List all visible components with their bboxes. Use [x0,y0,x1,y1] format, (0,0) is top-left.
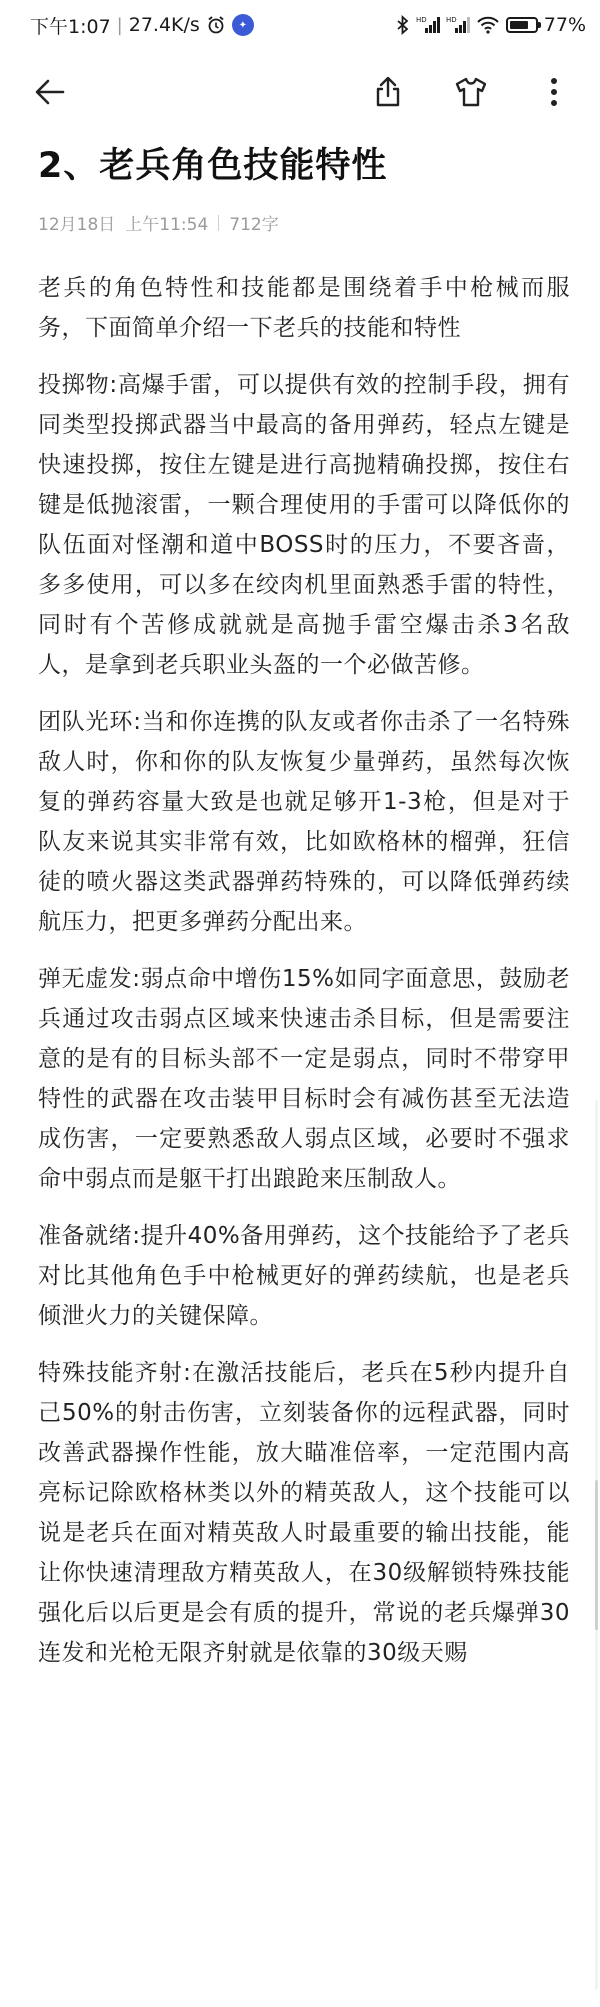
note-time: 上午11:54 [125,215,209,235]
share-button[interactable] [366,70,410,114]
status-time: 下午1:07 [30,15,111,38]
app-notification-icon: ✦ [232,14,254,36]
paragraph-weakspot[interactable]: 弹无虚发:弱点命中增伤15%如同字面意思，鼓励老兵通过攻击弱点区域来快速击杀目标，但是需要注意的是有的目标头部不一定是弱点，同时不带穿甲特性的武器在攻击装甲目标时会有减伤甚至无法造成伤害，一定要熟悉敌人弱点区域，必要时不强求命中弱点而是躯干打出踉跄来压制敌人。 [38,966,570,1192]
note-title[interactable]: 2、老兵角色技能特性 [38,146,388,186]
scrollbar-thumb[interactable] [595,1480,598,1630]
note-toolbar [0,62,600,122]
paragraph-ready[interactable]: 准备就绪:提升40%备用弹药，这个技能给予了老兵对比其他角色手中枪械更好的弹药续航，也是老兵倾泄火力的关键保障。 [38,1223,570,1329]
network-speed: 27.4K/s [128,14,200,36]
scrollbar[interactable] [595,1100,598,1990]
meta-divider [218,215,219,231]
note-word-count: 712字 [229,215,279,235]
network-type-1: HD [415,16,427,24]
bluetooth-icon [396,15,410,35]
battery-level [510,21,528,29]
more-vertical-icon [549,77,559,107]
status-bar [0,0,600,50]
note-body[interactable] [38,268,570,1690]
shirt-icon [454,77,488,107]
alarm-clock-icon [206,15,226,35]
share-icon [373,76,403,108]
note-date: 12月18日 [38,215,116,235]
battery-percent: 77% [543,14,586,36]
theme-button[interactable] [449,70,493,114]
signal-1-icon [416,15,440,35]
wifi-icon [476,15,500,35]
signal-2-icon [446,15,470,35]
paragraph-team-aura[interactable]: 团队光环:当和你连携的队友或者你击杀了一名特殊敌人时，你和你的队友恢复少量弹药，虽然每次恢复的弹药容量大致是也就足够开1-3枪，但是对于队友来说其实非常有效，比如欧格林的榴弹，狂信徒的喷火器这类武器弹药特殊的，可以降低弹药续航压力，把更多弹药分配出来。 [38,709,570,935]
paragraph-volley[interactable]: 特殊技能齐射:在激活技能后，老兵在5秒内提升自己50%的射击伤害，立刻装备你的远程武器，同时改善武器操作性能，放大瞄准倍率，一定范围内高亮标记除欧格林类以外的精英敌人，这个技能可以说是老兵在面对精英敌人时最重要的输出技能，能让你快速清理敌方精英敌人，在30级解锁特殊技能强化后以后更是会有质的提升，常说的老兵爆弹30连发和光枪无限齐射就是依靠的30级天赐 [38,1360,570,1666]
more-button[interactable] [532,70,576,114]
status-left [30,12,254,39]
status-right [396,14,586,36]
network-type-2: HD [445,16,457,24]
back-arrow-icon [33,75,67,109]
paragraph-grenade[interactable]: 投掷物:高爆手雷，可以提供有效的控制手段，拥有同类型投掷武器当中最高的备用弹药，轻点左键是快速投掷，按住左键是进行高抛精确投掷，按住右键是低抛滚雷，一颗合理使用的手雷可以降低你的队伍面对怪潮和道中BOSS时的压力，不要吝啬，多多使用，可以多在绞肉机里面熟悉手雷的特性，同时有个苦修成就就是高抛手雷空爆击杀3名敌人，是拿到老兵职业头盔的一个必做苦修。 [38,372,570,678]
back-button[interactable] [28,70,72,114]
paragraph-intro[interactable]: 老兵的角色特性和技能都是围绕着手中枪械而服务，下面简单介绍一下老兵的技能和特性 [38,275,570,341]
note-meta [38,210,279,235]
status-separator: | [116,14,123,36]
battery-icon [506,17,538,33]
